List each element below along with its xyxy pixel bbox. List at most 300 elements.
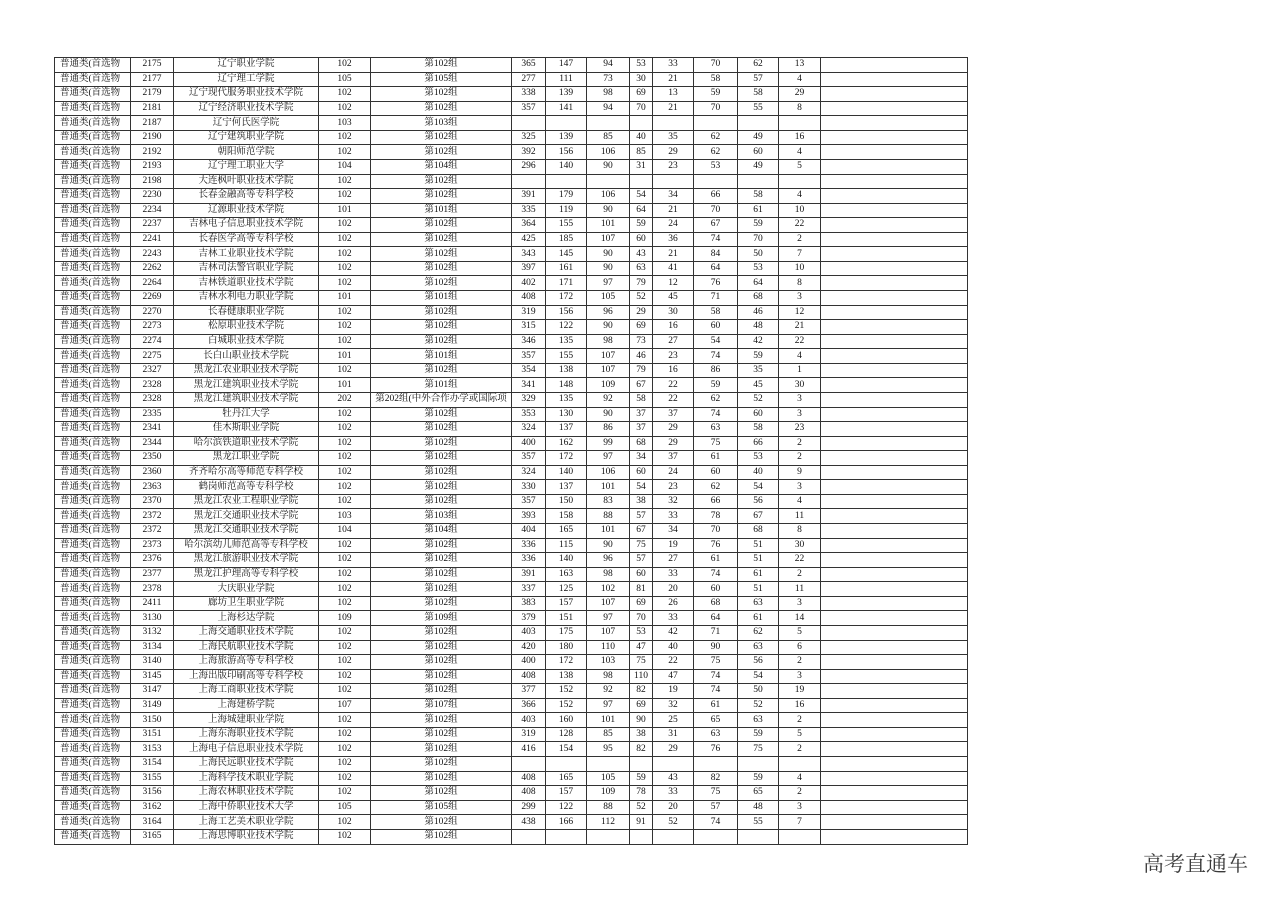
blank-cell bbox=[821, 567, 968, 582]
value-cell: 62 bbox=[694, 130, 738, 145]
value-cell: 20 bbox=[653, 800, 694, 815]
table-row bbox=[55, 232, 968, 247]
value-cell: 90 bbox=[587, 247, 630, 262]
value-cell bbox=[587, 757, 630, 772]
value-cell: 66 bbox=[694, 494, 738, 509]
value-cell: 60 bbox=[694, 582, 738, 597]
value-cell: 172 bbox=[546, 655, 587, 670]
value-cell: 91 bbox=[630, 815, 653, 830]
group-code-cell: 102 bbox=[319, 232, 371, 247]
value-cell: 122 bbox=[546, 800, 587, 815]
value-cell: 8 bbox=[779, 101, 821, 116]
category-cell: 普通类(首选物 bbox=[55, 174, 131, 189]
value-cell: 111 bbox=[546, 72, 587, 87]
value-cell: 338 bbox=[512, 87, 546, 102]
table-row bbox=[55, 800, 968, 815]
value-cell: 69 bbox=[630, 698, 653, 713]
blank-cell bbox=[821, 451, 968, 466]
value-cell: 35 bbox=[738, 363, 779, 378]
value-cell: 82 bbox=[630, 742, 653, 757]
value-cell: 11 bbox=[779, 582, 821, 597]
value-cell: 82 bbox=[694, 771, 738, 786]
school-code-cell: 2237 bbox=[131, 218, 174, 233]
value-cell: 74 bbox=[694, 407, 738, 422]
table-row bbox=[55, 829, 968, 844]
value-cell: 43 bbox=[653, 771, 694, 786]
school-code-cell: 2376 bbox=[131, 553, 174, 568]
table-row bbox=[55, 655, 968, 670]
value-cell: 57 bbox=[694, 800, 738, 815]
category-cell: 普通类(首选物 bbox=[55, 363, 131, 378]
blank-cell bbox=[821, 116, 968, 131]
school-code-cell: 2335 bbox=[131, 407, 174, 422]
school-code-cell: 3155 bbox=[131, 771, 174, 786]
value-cell: 135 bbox=[546, 334, 587, 349]
value-cell: 2 bbox=[779, 567, 821, 582]
value-cell: 99 bbox=[587, 436, 630, 451]
group-name-cell: 第102组 bbox=[371, 713, 512, 728]
group-name-cell: 第101组 bbox=[371, 349, 512, 364]
school-code-cell: 2378 bbox=[131, 582, 174, 597]
school-name-cell: 上海中侨职业技术大学 bbox=[174, 800, 319, 815]
group-code-cell: 102 bbox=[319, 58, 371, 73]
value-cell: 408 bbox=[512, 786, 546, 801]
value-cell: 46 bbox=[738, 305, 779, 320]
school-code-cell: 2179 bbox=[131, 87, 174, 102]
value-cell: 3 bbox=[779, 596, 821, 611]
value-cell: 172 bbox=[546, 291, 587, 306]
school-code-cell: 2377 bbox=[131, 567, 174, 582]
value-cell: 63 bbox=[738, 640, 779, 655]
value-cell bbox=[779, 174, 821, 189]
blank-cell bbox=[821, 465, 968, 480]
value-cell: 38 bbox=[630, 494, 653, 509]
value-cell: 75 bbox=[738, 742, 779, 757]
value-cell: 10 bbox=[779, 261, 821, 276]
group-name-cell: 第102组 bbox=[371, 276, 512, 291]
school-code-cell: 3130 bbox=[131, 611, 174, 626]
value-cell: 105 bbox=[587, 291, 630, 306]
value-cell: 23 bbox=[779, 422, 821, 437]
value-cell: 299 bbox=[512, 800, 546, 815]
category-cell: 普通类(首选物 bbox=[55, 684, 131, 699]
value-cell: 22 bbox=[779, 553, 821, 568]
value-cell bbox=[779, 116, 821, 131]
group-code-cell: 104 bbox=[319, 159, 371, 174]
blank-cell bbox=[821, 159, 968, 174]
value-cell: 139 bbox=[546, 130, 587, 145]
value-cell: 3 bbox=[779, 392, 821, 407]
school-code-cell: 2181 bbox=[131, 101, 174, 116]
value-cell: 34 bbox=[653, 189, 694, 204]
value-cell: 335 bbox=[512, 203, 546, 218]
value-cell: 59 bbox=[738, 727, 779, 742]
blank-cell bbox=[821, 305, 968, 320]
category-cell: 普通类(首选物 bbox=[55, 698, 131, 713]
value-cell bbox=[630, 757, 653, 772]
group-name-cell: 第102组 bbox=[371, 786, 512, 801]
value-cell: 4 bbox=[779, 189, 821, 204]
value-cell: 105 bbox=[587, 771, 630, 786]
group-code-cell: 102 bbox=[319, 669, 371, 684]
table-row bbox=[55, 625, 968, 640]
value-cell bbox=[546, 174, 587, 189]
school-name-cell: 黑龙江建筑职业技术学院 bbox=[174, 392, 319, 407]
table-body bbox=[55, 58, 968, 845]
value-cell: 2 bbox=[779, 713, 821, 728]
value-cell: 64 bbox=[630, 203, 653, 218]
value-cell bbox=[694, 829, 738, 844]
group-name-cell: 第102组 bbox=[371, 494, 512, 509]
value-cell: 63 bbox=[630, 261, 653, 276]
value-cell: 71 bbox=[694, 625, 738, 640]
table-row bbox=[55, 553, 968, 568]
school-code-cell: 3156 bbox=[131, 786, 174, 801]
category-cell: 普通类(首选物 bbox=[55, 494, 131, 509]
blank-cell bbox=[821, 174, 968, 189]
value-cell: 59 bbox=[694, 87, 738, 102]
school-code-cell: 2241 bbox=[131, 232, 174, 247]
value-cell: 21 bbox=[653, 247, 694, 262]
group-name-cell: 第105组 bbox=[371, 800, 512, 815]
value-cell: 337 bbox=[512, 582, 546, 597]
blank-cell bbox=[821, 625, 968, 640]
category-cell: 普通类(首选物 bbox=[55, 145, 131, 160]
value-cell: 29 bbox=[779, 87, 821, 102]
value-cell: 63 bbox=[738, 713, 779, 728]
value-cell: 319 bbox=[512, 727, 546, 742]
value-cell: 119 bbox=[546, 203, 587, 218]
table-row bbox=[55, 392, 968, 407]
value-cell: 76 bbox=[694, 538, 738, 553]
value-cell: 64 bbox=[694, 261, 738, 276]
category-cell: 普通类(首选物 bbox=[55, 742, 131, 757]
category-cell: 普通类(首选物 bbox=[55, 334, 131, 349]
blank-cell bbox=[821, 130, 968, 145]
value-cell: 51 bbox=[738, 582, 779, 597]
value-cell: 365 bbox=[512, 58, 546, 73]
value-cell: 109 bbox=[587, 786, 630, 801]
value-cell: 391 bbox=[512, 189, 546, 204]
value-cell: 152 bbox=[546, 684, 587, 699]
value-cell: 67 bbox=[694, 218, 738, 233]
value-cell: 101 bbox=[587, 524, 630, 539]
school-code-cell: 2373 bbox=[131, 538, 174, 553]
group-code-cell: 102 bbox=[319, 684, 371, 699]
blank-cell bbox=[821, 363, 968, 378]
school-code-cell: 2264 bbox=[131, 276, 174, 291]
group-name-cell: 第103组 bbox=[371, 509, 512, 524]
table-row bbox=[55, 261, 968, 276]
value-cell: 438 bbox=[512, 815, 546, 830]
value-cell: 47 bbox=[630, 640, 653, 655]
group-code-cell: 102 bbox=[319, 596, 371, 611]
value-cell: 8 bbox=[779, 524, 821, 539]
table-row bbox=[55, 815, 968, 830]
value-cell: 76 bbox=[694, 742, 738, 757]
school-name-cell: 上海科学技术职业学院 bbox=[174, 771, 319, 786]
value-cell: 13 bbox=[653, 87, 694, 102]
group-code-cell: 102 bbox=[319, 145, 371, 160]
group-code-cell: 105 bbox=[319, 72, 371, 87]
group-name-cell: 第102组 bbox=[371, 422, 512, 437]
table-row bbox=[55, 582, 968, 597]
school-name-cell: 牡丹江大学 bbox=[174, 407, 319, 422]
table-row bbox=[55, 480, 968, 495]
value-cell: 296 bbox=[512, 159, 546, 174]
admission-table bbox=[54, 57, 968, 845]
value-cell: 60 bbox=[630, 232, 653, 247]
category-cell: 普通类(首选物 bbox=[55, 422, 131, 437]
value-cell: 4 bbox=[779, 72, 821, 87]
value-cell: 59 bbox=[738, 218, 779, 233]
value-cell: 79 bbox=[630, 363, 653, 378]
value-cell bbox=[512, 174, 546, 189]
value-cell: 61 bbox=[738, 567, 779, 582]
blank-cell bbox=[821, 349, 968, 364]
value-cell: 98 bbox=[587, 567, 630, 582]
school-name-cell: 黑龙江职业学院 bbox=[174, 451, 319, 466]
category-cell: 普通类(首选物 bbox=[55, 101, 131, 116]
blank-cell bbox=[821, 611, 968, 626]
value-cell: 53 bbox=[630, 625, 653, 640]
value-cell: 357 bbox=[512, 349, 546, 364]
school-name-cell: 辽宁建筑职业学院 bbox=[174, 130, 319, 145]
value-cell: 57 bbox=[630, 509, 653, 524]
value-cell: 85 bbox=[587, 727, 630, 742]
value-cell: 29 bbox=[653, 436, 694, 451]
value-cell: 33 bbox=[653, 786, 694, 801]
group-code-cell: 102 bbox=[319, 101, 371, 116]
value-cell: 52 bbox=[738, 392, 779, 407]
school-code-cell: 3153 bbox=[131, 742, 174, 757]
value-cell: 83 bbox=[587, 494, 630, 509]
group-name-cell: 第107组 bbox=[371, 698, 512, 713]
value-cell: 75 bbox=[630, 655, 653, 670]
value-cell: 66 bbox=[738, 436, 779, 451]
blank-cell bbox=[821, 524, 968, 539]
group-code-cell: 102 bbox=[319, 655, 371, 670]
school-code-cell: 3151 bbox=[131, 727, 174, 742]
category-cell: 普通类(首选物 bbox=[55, 465, 131, 480]
value-cell: 74 bbox=[694, 815, 738, 830]
school-name-cell: 上海农林职业技术学院 bbox=[174, 786, 319, 801]
category-cell: 普通类(首选物 bbox=[55, 130, 131, 145]
group-code-cell: 102 bbox=[319, 174, 371, 189]
group-name-cell: 第102组 bbox=[371, 640, 512, 655]
value-cell: 115 bbox=[546, 538, 587, 553]
value-cell: 63 bbox=[694, 422, 738, 437]
table-row bbox=[55, 771, 968, 786]
value-cell: 137 bbox=[546, 422, 587, 437]
group-code-cell: 102 bbox=[319, 538, 371, 553]
value-cell: 66 bbox=[694, 189, 738, 204]
group-code-cell: 103 bbox=[319, 509, 371, 524]
table-row bbox=[55, 422, 968, 437]
value-cell: 2 bbox=[779, 742, 821, 757]
value-cell: 2 bbox=[779, 232, 821, 247]
group-code-cell: 102 bbox=[319, 261, 371, 276]
category-cell: 普通类(首选物 bbox=[55, 276, 131, 291]
category-cell: 普通类(首选物 bbox=[55, 232, 131, 247]
category-cell: 普通类(首选物 bbox=[55, 553, 131, 568]
category-cell: 普通类(首选物 bbox=[55, 625, 131, 640]
value-cell: 74 bbox=[694, 669, 738, 684]
value-cell: 379 bbox=[512, 611, 546, 626]
blank-cell bbox=[821, 189, 968, 204]
group-name-cell: 第102组 bbox=[371, 436, 512, 451]
school-name-cell: 上海杉达学院 bbox=[174, 611, 319, 626]
school-name-cell: 松原职业技术学院 bbox=[174, 320, 319, 335]
value-cell: 79 bbox=[630, 276, 653, 291]
school-code-cell: 3147 bbox=[131, 684, 174, 699]
category-cell: 普通类(首选物 bbox=[55, 480, 131, 495]
value-cell bbox=[546, 757, 587, 772]
value-cell: 42 bbox=[653, 625, 694, 640]
blank-cell bbox=[821, 655, 968, 670]
group-code-cell: 102 bbox=[319, 494, 371, 509]
value-cell: 62 bbox=[694, 480, 738, 495]
value-cell: 5 bbox=[779, 159, 821, 174]
school-name-cell: 上海民远职业技术学院 bbox=[174, 757, 319, 772]
category-cell: 普通类(首选物 bbox=[55, 655, 131, 670]
value-cell: 155 bbox=[546, 349, 587, 364]
group-name-cell: 第101组 bbox=[371, 203, 512, 218]
school-name-cell: 廊坊卫生职业学院 bbox=[174, 596, 319, 611]
value-cell: 61 bbox=[738, 611, 779, 626]
value-cell: 364 bbox=[512, 218, 546, 233]
group-code-cell: 102 bbox=[319, 320, 371, 335]
school-name-cell: 上海交通职业技术学院 bbox=[174, 625, 319, 640]
value-cell: 14 bbox=[779, 611, 821, 626]
group-name-cell: 第102组 bbox=[371, 363, 512, 378]
value-cell bbox=[694, 116, 738, 131]
school-name-cell: 朝阳师范学院 bbox=[174, 145, 319, 160]
value-cell: 160 bbox=[546, 713, 587, 728]
value-cell: 425 bbox=[512, 232, 546, 247]
value-cell: 54 bbox=[630, 480, 653, 495]
value-cell: 110 bbox=[587, 640, 630, 655]
value-cell: 110 bbox=[630, 669, 653, 684]
school-name-cell: 上海出版印刷高等专科学校 bbox=[174, 669, 319, 684]
value-cell: 140 bbox=[546, 465, 587, 480]
value-cell: 36 bbox=[653, 232, 694, 247]
value-cell: 96 bbox=[587, 305, 630, 320]
value-cell: 85 bbox=[630, 145, 653, 160]
value-cell: 166 bbox=[546, 815, 587, 830]
value-cell bbox=[694, 757, 738, 772]
blank-cell bbox=[821, 742, 968, 757]
value-cell: 86 bbox=[587, 422, 630, 437]
blank-cell bbox=[821, 669, 968, 684]
value-cell: 53 bbox=[738, 451, 779, 466]
blank-cell bbox=[821, 698, 968, 713]
group-code-cell: 102 bbox=[319, 553, 371, 568]
school-name-cell: 黑龙江农业职业技术学院 bbox=[174, 363, 319, 378]
value-cell bbox=[653, 829, 694, 844]
table-row bbox=[55, 727, 968, 742]
value-cell: 107 bbox=[587, 625, 630, 640]
value-cell bbox=[512, 757, 546, 772]
category-cell: 普通类(首选物 bbox=[55, 320, 131, 335]
value-cell: 151 bbox=[546, 611, 587, 626]
group-code-cell: 102 bbox=[319, 422, 371, 437]
value-cell: 21 bbox=[653, 203, 694, 218]
value-cell: 22 bbox=[653, 655, 694, 670]
school-name-cell: 辽宁理工职业大学 bbox=[174, 159, 319, 174]
value-cell: 48 bbox=[738, 320, 779, 335]
value-cell: 152 bbox=[546, 698, 587, 713]
value-cell: 69 bbox=[630, 596, 653, 611]
value-cell: 10 bbox=[779, 203, 821, 218]
value-cell: 103 bbox=[587, 655, 630, 670]
value-cell: 90 bbox=[587, 407, 630, 422]
value-cell bbox=[546, 116, 587, 131]
group-name-cell: 第102组 bbox=[371, 218, 512, 233]
value-cell: 62 bbox=[694, 392, 738, 407]
group-name-cell: 第102组 bbox=[371, 567, 512, 582]
group-code-cell: 202 bbox=[319, 392, 371, 407]
value-cell: 336 bbox=[512, 553, 546, 568]
school-code-cell: 2269 bbox=[131, 291, 174, 306]
value-cell: 98 bbox=[587, 87, 630, 102]
school-code-cell: 2270 bbox=[131, 305, 174, 320]
value-cell: 336 bbox=[512, 538, 546, 553]
value-cell: 29 bbox=[653, 422, 694, 437]
value-cell: 138 bbox=[546, 669, 587, 684]
value-cell: 73 bbox=[587, 72, 630, 87]
value-cell: 92 bbox=[587, 392, 630, 407]
value-cell: 58 bbox=[694, 72, 738, 87]
category-cell: 普通类(首选物 bbox=[55, 159, 131, 174]
value-cell: 97 bbox=[587, 276, 630, 291]
value-cell: 69 bbox=[630, 87, 653, 102]
blank-cell bbox=[821, 727, 968, 742]
value-cell: 171 bbox=[546, 276, 587, 291]
table-row bbox=[55, 451, 968, 466]
table-row bbox=[55, 247, 968, 262]
group-name-cell: 第102组 bbox=[371, 130, 512, 145]
value-cell: 34 bbox=[630, 451, 653, 466]
value-cell: 55 bbox=[738, 815, 779, 830]
blank-cell bbox=[821, 684, 968, 699]
value-cell: 65 bbox=[694, 713, 738, 728]
group-name-cell: 第102组 bbox=[371, 305, 512, 320]
group-name-cell: 第103组 bbox=[371, 116, 512, 131]
value-cell: 85 bbox=[587, 130, 630, 145]
group-code-cell: 105 bbox=[319, 800, 371, 815]
group-name-cell: 第102组 bbox=[371, 815, 512, 830]
watermark-logo: 高考直通车 bbox=[1143, 853, 1248, 876]
group-name-cell: 第102组 bbox=[371, 538, 512, 553]
school-code-cell: 3162 bbox=[131, 800, 174, 815]
school-name-cell: 鹤岗师范高等专科学校 bbox=[174, 480, 319, 495]
group-name-cell: 第102组 bbox=[371, 596, 512, 611]
value-cell: 319 bbox=[512, 305, 546, 320]
value-cell: 4 bbox=[779, 494, 821, 509]
school-code-cell: 2274 bbox=[131, 334, 174, 349]
category-cell: 普通类(首选物 bbox=[55, 757, 131, 772]
value-cell: 32 bbox=[653, 494, 694, 509]
blank-cell bbox=[821, 494, 968, 509]
group-name-cell: 第102组 bbox=[371, 174, 512, 189]
value-cell: 403 bbox=[512, 625, 546, 640]
value-cell: 106 bbox=[587, 465, 630, 480]
category-cell: 普通类(首选物 bbox=[55, 538, 131, 553]
value-cell: 329 bbox=[512, 392, 546, 407]
school-code-cell: 2192 bbox=[131, 145, 174, 160]
group-name-cell: 第102组 bbox=[371, 582, 512, 597]
